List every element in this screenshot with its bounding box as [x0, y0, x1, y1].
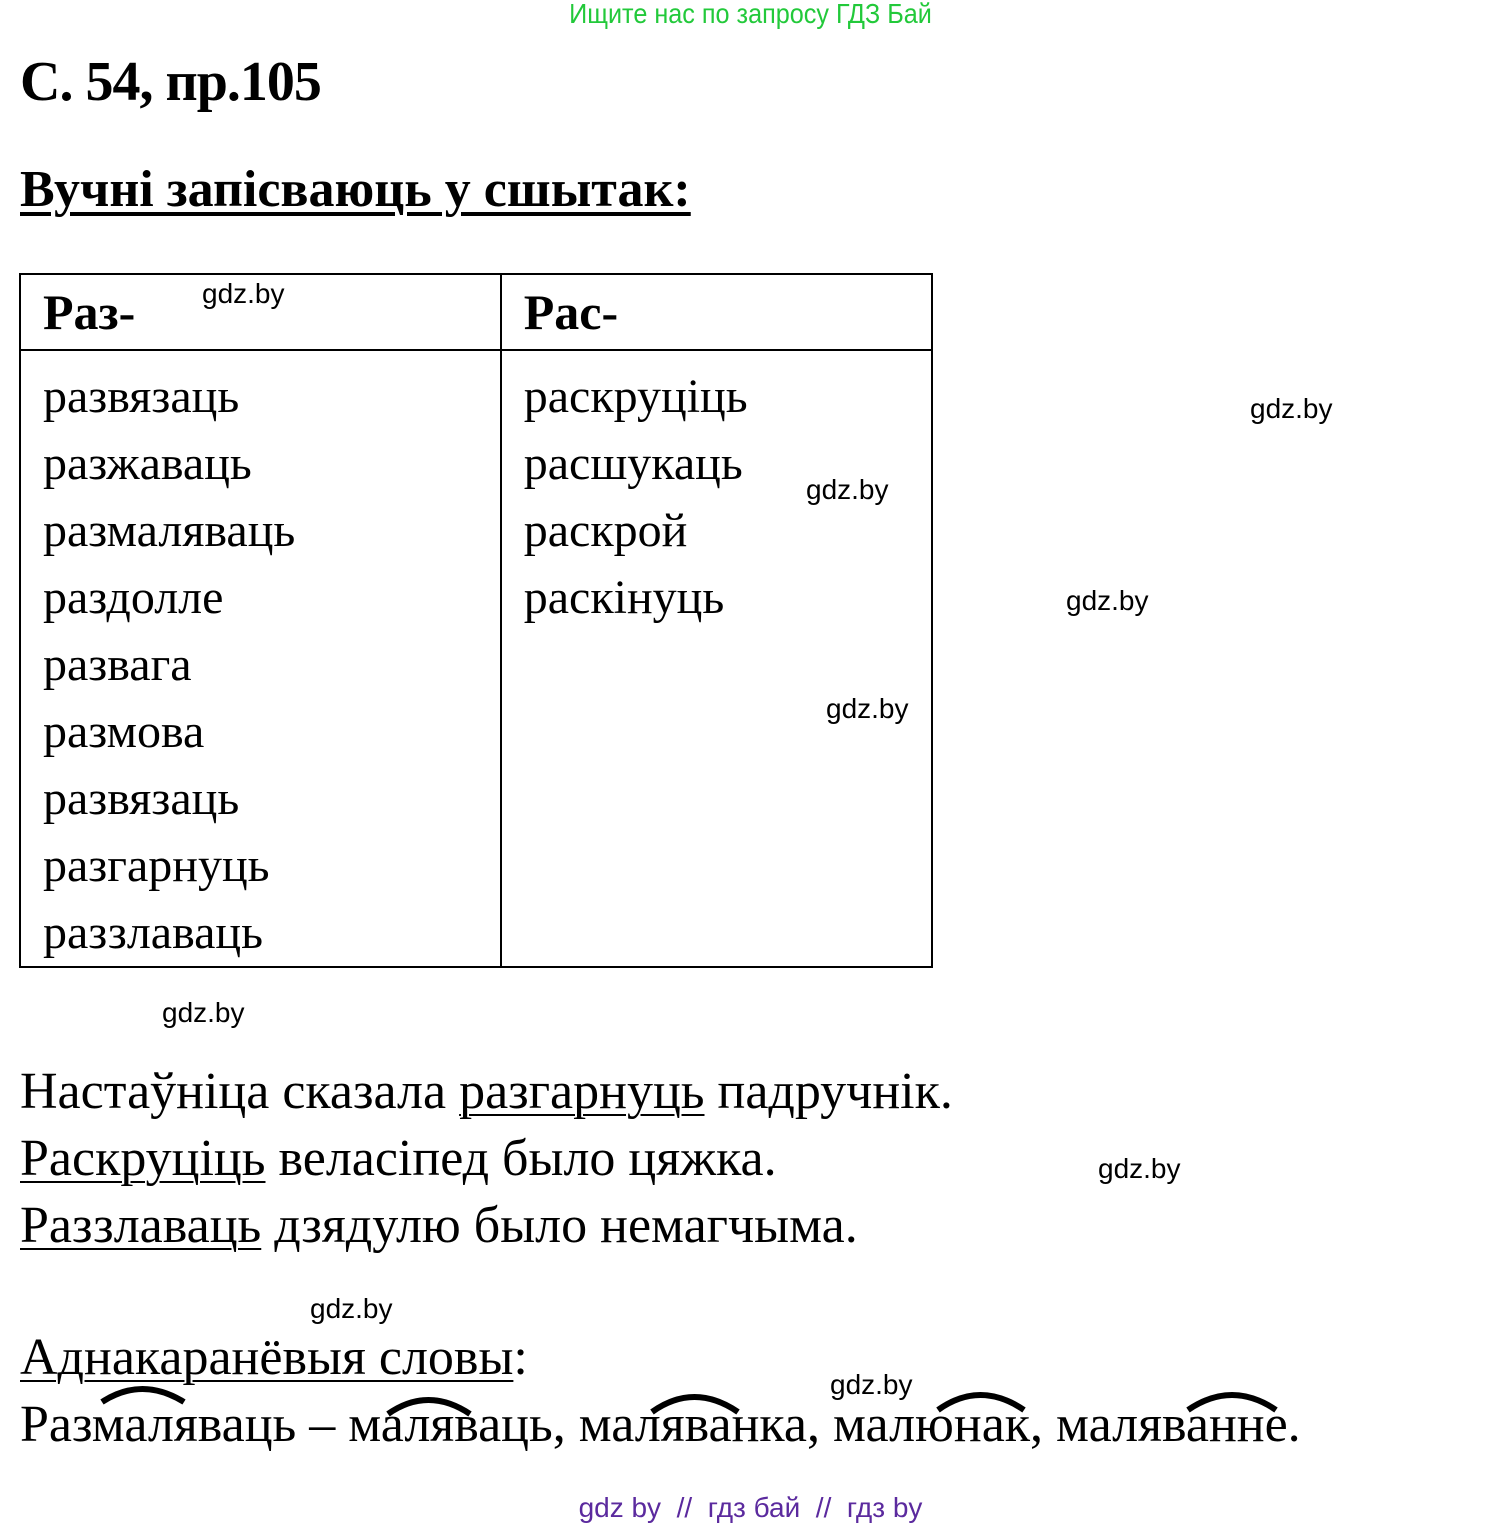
watermark: gdz.by [830, 1369, 913, 1400]
word: раскрой [523, 504, 688, 557]
watermark: gdz.by [202, 278, 285, 309]
watermark: gdz.by [806, 474, 889, 505]
word: расшукаць [523, 437, 743, 490]
watermark: gdz.by [826, 693, 909, 724]
root-arc-icon [102, 1389, 184, 1402]
root-arc-icon [388, 1400, 470, 1414]
watermark: gdz.by [1098, 1153, 1181, 1184]
underlined-word: Раззлаваць [20, 1197, 262, 1254]
colon: : [513, 1329, 528, 1386]
cognates-label: Аднакаранёвыя словы [20, 1329, 514, 1386]
section-heading: Вучні запісваюць у сшытак: [20, 161, 691, 218]
sentence-text: веласіпед было цяжка. [265, 1130, 777, 1187]
watermark: gdz.by [1250, 393, 1333, 424]
word: развязаць [43, 370, 240, 423]
watermark: gdz.by [162, 997, 245, 1028]
footer-watermark: gdz by // гдз бай // гдз by [578, 1492, 923, 1523]
header-ras: Рас- [501, 274, 932, 350]
word: раздолле [43, 571, 224, 624]
sentence-text: Настаўніца сказала [20, 1063, 460, 1120]
word: раскінуць [523, 571, 725, 624]
word: раскруціць [523, 370, 748, 423]
sentence-text: дзядулю было немагчыма. [261, 1197, 858, 1254]
cognates-line: Размаляваць – маляваць, маляванка, малюнак, маляванне. [20, 1396, 1301, 1453]
root-arc-icon [652, 1397, 738, 1412]
word: развязаць [43, 772, 240, 825]
word: развага [43, 638, 192, 691]
header-raz: Раз- [20, 274, 501, 350]
underlined-word: разгарнуць [459, 1063, 705, 1120]
underlined-word: Раскруціць [20, 1130, 266, 1187]
page-title: С. 54, пр.105 [20, 51, 321, 113]
word: размаляваць [43, 504, 296, 557]
search-banner: Ищите нас по запросу ГДЗ Бай [569, 0, 932, 29]
word: размова [43, 705, 205, 758]
word: разгарнуць [43, 839, 270, 892]
word: разжаваць [43, 437, 252, 490]
watermark: gdz.by [310, 1293, 393, 1324]
watermark: gdz.by [1066, 585, 1149, 616]
root-arc-icon [1188, 1395, 1276, 1410]
root-arc-icon [938, 1395, 1024, 1410]
word: раззлаваць [43, 906, 263, 959]
sentence-text: падручнік. [704, 1063, 953, 1120]
